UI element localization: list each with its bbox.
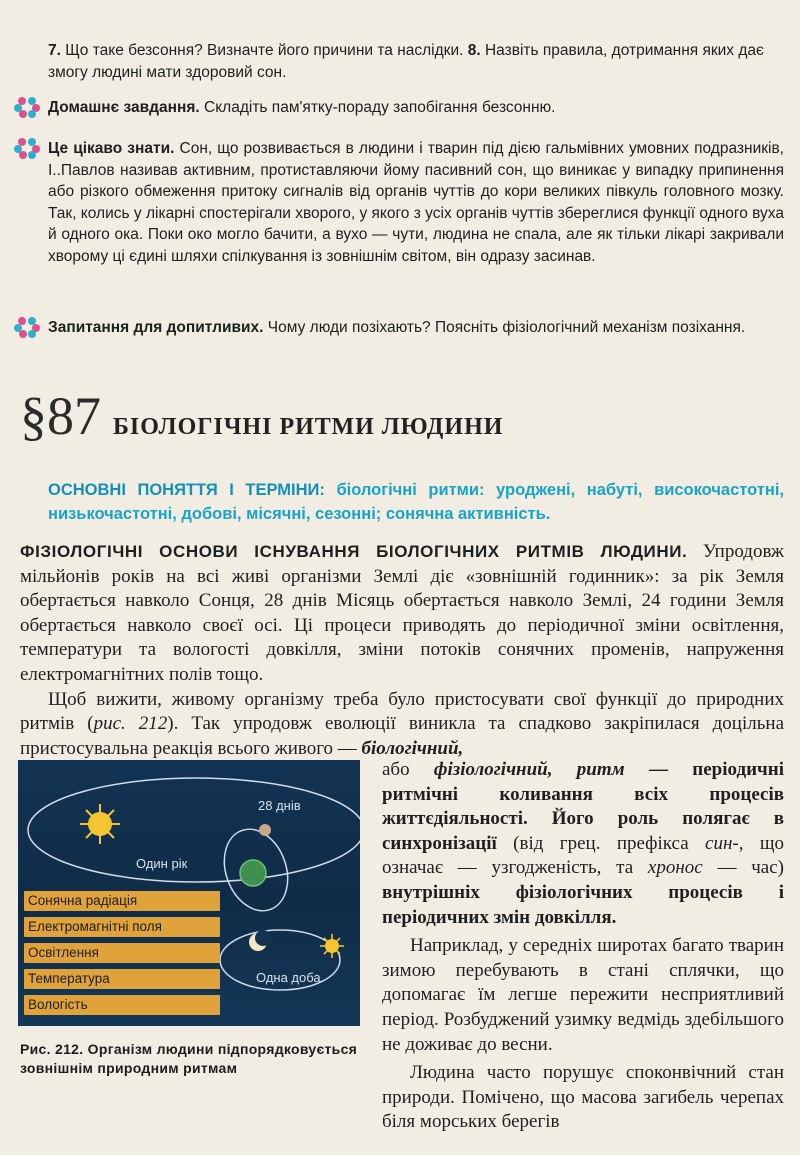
term-chronos: хронос	[647, 857, 703, 879]
label-28-days: 28 днів	[258, 798, 301, 813]
main-text-top	[20, 540, 784, 761]
curious-block	[48, 317, 784, 339]
interesting-text: Сон, що розвивається в людини і тварин під дією гальмівних умовних подразників, І..Павлов називав активним, протиставляючи йому пасивний сон, що виникає у випадку припинення або різкого обмеження притоку сигналів від органів чуттів до кори великих півкуль головного мозку. Так, колись у лікарні спостерігали хворого, у якого з усіх органів чуттів збереглися функції одного вуха й одного ока. Поки око могло бачити, а вухо — чути, людина не спала, але як тільки лікарі закривали хворому ці єдині шляхи спілкування із зовнішнім світом, він одразу засинав.	[48, 140, 784, 265]
paragraph-2-text-j: внутрішніх фізіологічних процесів і періодичних змін довкілля.	[382, 881, 784, 928]
paragraph-4: Людина часто порушує споконвічний стан природи. Помічено, що масова загибель черепах біля морських берегів	[382, 1062, 784, 1133]
term-biological: біологічний,	[361, 737, 464, 759]
paragraph-2-text-i: — час)	[702, 857, 784, 879]
factor-electromagnetic-fields: Електромагнітні поля	[24, 917, 220, 937]
paragraph-1-text: Упродовж мільйонів років на всі живі організми Землі діє «зовнішній годинник»: за рік Земля обертається навколо Сонця, 28 днів Місяць обертається навколо Землі, 24 години Земля обертається навколо своєї осі. Ці процеси приводять до періодичної зміни освітлення, температури та вологості довкілля, зміни потоків сонячних променів, напруження електромагнітних полів тощо.	[20, 541, 784, 685]
label-one-day: Одна доба	[256, 970, 321, 985]
paragraph-2-continued	[382, 758, 784, 930]
year-orbit	[28, 778, 360, 882]
question-7-number: 7.	[48, 42, 61, 59]
interesting-block	[48, 138, 784, 267]
factor-solar-radiation: Сонячна радіація	[24, 891, 220, 911]
right-column-text	[382, 758, 784, 1135]
section-number: §87	[20, 386, 101, 446]
section-title: БІОЛОГІЧНІ РИТМИ ЛЮДИНИ	[113, 414, 504, 440]
term-syn: син-	[705, 832, 739, 854]
question-7-text: Що таке безсоння? Визначте його причини та наслідки.	[60, 42, 468, 59]
paragraph-2-text-c: або	[382, 759, 434, 780]
curious-text: Чому люди позіхають? Поясніть фізіологічний механізм позіхання.	[263, 319, 746, 336]
paragraph-2-text-b: ). Так упродовж еволюції виникла та спадково закріпилася доцільна пристосувальна реакція всього живого —	[20, 713, 784, 759]
flower-icon	[14, 137, 42, 159]
question-8-number: 8.	[467, 42, 481, 59]
factor-lighting: Освітлення	[24, 943, 220, 963]
sun-icon	[80, 804, 120, 844]
question-8-text: Назвіть правила, дотримання яких дає змогу людині мати здоровий сон.	[48, 42, 764, 81]
homework-block	[48, 97, 784, 119]
key-terms	[48, 478, 784, 526]
interesting-label: Це цікаво знати.	[48, 140, 175, 157]
factor-humidity: Вологість	[24, 995, 220, 1015]
flower-icon	[14, 316, 42, 338]
figure-212-illustration	[18, 760, 360, 1026]
label-one-year: Один рік	[136, 856, 188, 871]
paragraph-2-text-g: , що означає — узгодженість, та	[382, 832, 784, 879]
key-terms-label: ОСНОВНІ ПОНЯТТЯ І ТЕРМІНИ:	[48, 481, 325, 499]
subsection-heading: ФІЗІОЛОГІЧНІ ОСНОВИ ІСНУВАННЯ БІОЛОГІЧНИХ РИТМІВ ЛЮДИНИ.	[20, 542, 688, 561]
definition-text: — періодичні ритмічні коливання всіх процесів життєдіяльності. Його роль полягає в синхронізації	[382, 759, 784, 854]
moon-icon	[259, 824, 271, 836]
paragraph-2	[20, 688, 784, 762]
key-terms-text: біологічні ритми: уроджені, набуті, високочастотні, низькочастотні, добові, місячні, сезонні; сонячна активність.	[48, 481, 784, 523]
paragraph-2-text-a: Щоб вижити, живому організму треба було пристосувати свої функції до природних ритмів (	[20, 688, 784, 735]
homework-text: Складіть пам'ятку-пораду запобігання безсонню.	[199, 99, 556, 116]
figure-caption: Рис. 212. Організм людини підпорядковується зовнішнім природним ритмам	[20, 1041, 358, 1076]
curious-label: Запитання для допитливих.	[48, 319, 264, 336]
section-heading	[20, 386, 503, 446]
figure-reference: рис. 212	[93, 713, 168, 735]
paragraph-1	[20, 540, 784, 688]
homework-label: Домашнє завдання.	[48, 99, 200, 116]
paragraph-3: Наприклад, у середніх широтах багато тварин зимою перебувають в стані сплячки, що допомагає їм легше пережити несприятливий період. Розбуджений узимку ведмідь здебільшого не доживає до весни.	[382, 935, 784, 1055]
small-sun-icon	[320, 934, 344, 958]
questions-block	[48, 40, 784, 83]
term-physiological-rhythm: фізіологічний, ритм	[433, 759, 625, 780]
paragraph-2-text-e: (від грец. префікса	[496, 832, 706, 854]
factor-temperature: Температура	[24, 969, 220, 989]
earth-icon	[240, 860, 266, 886]
flower-icon	[14, 96, 42, 118]
